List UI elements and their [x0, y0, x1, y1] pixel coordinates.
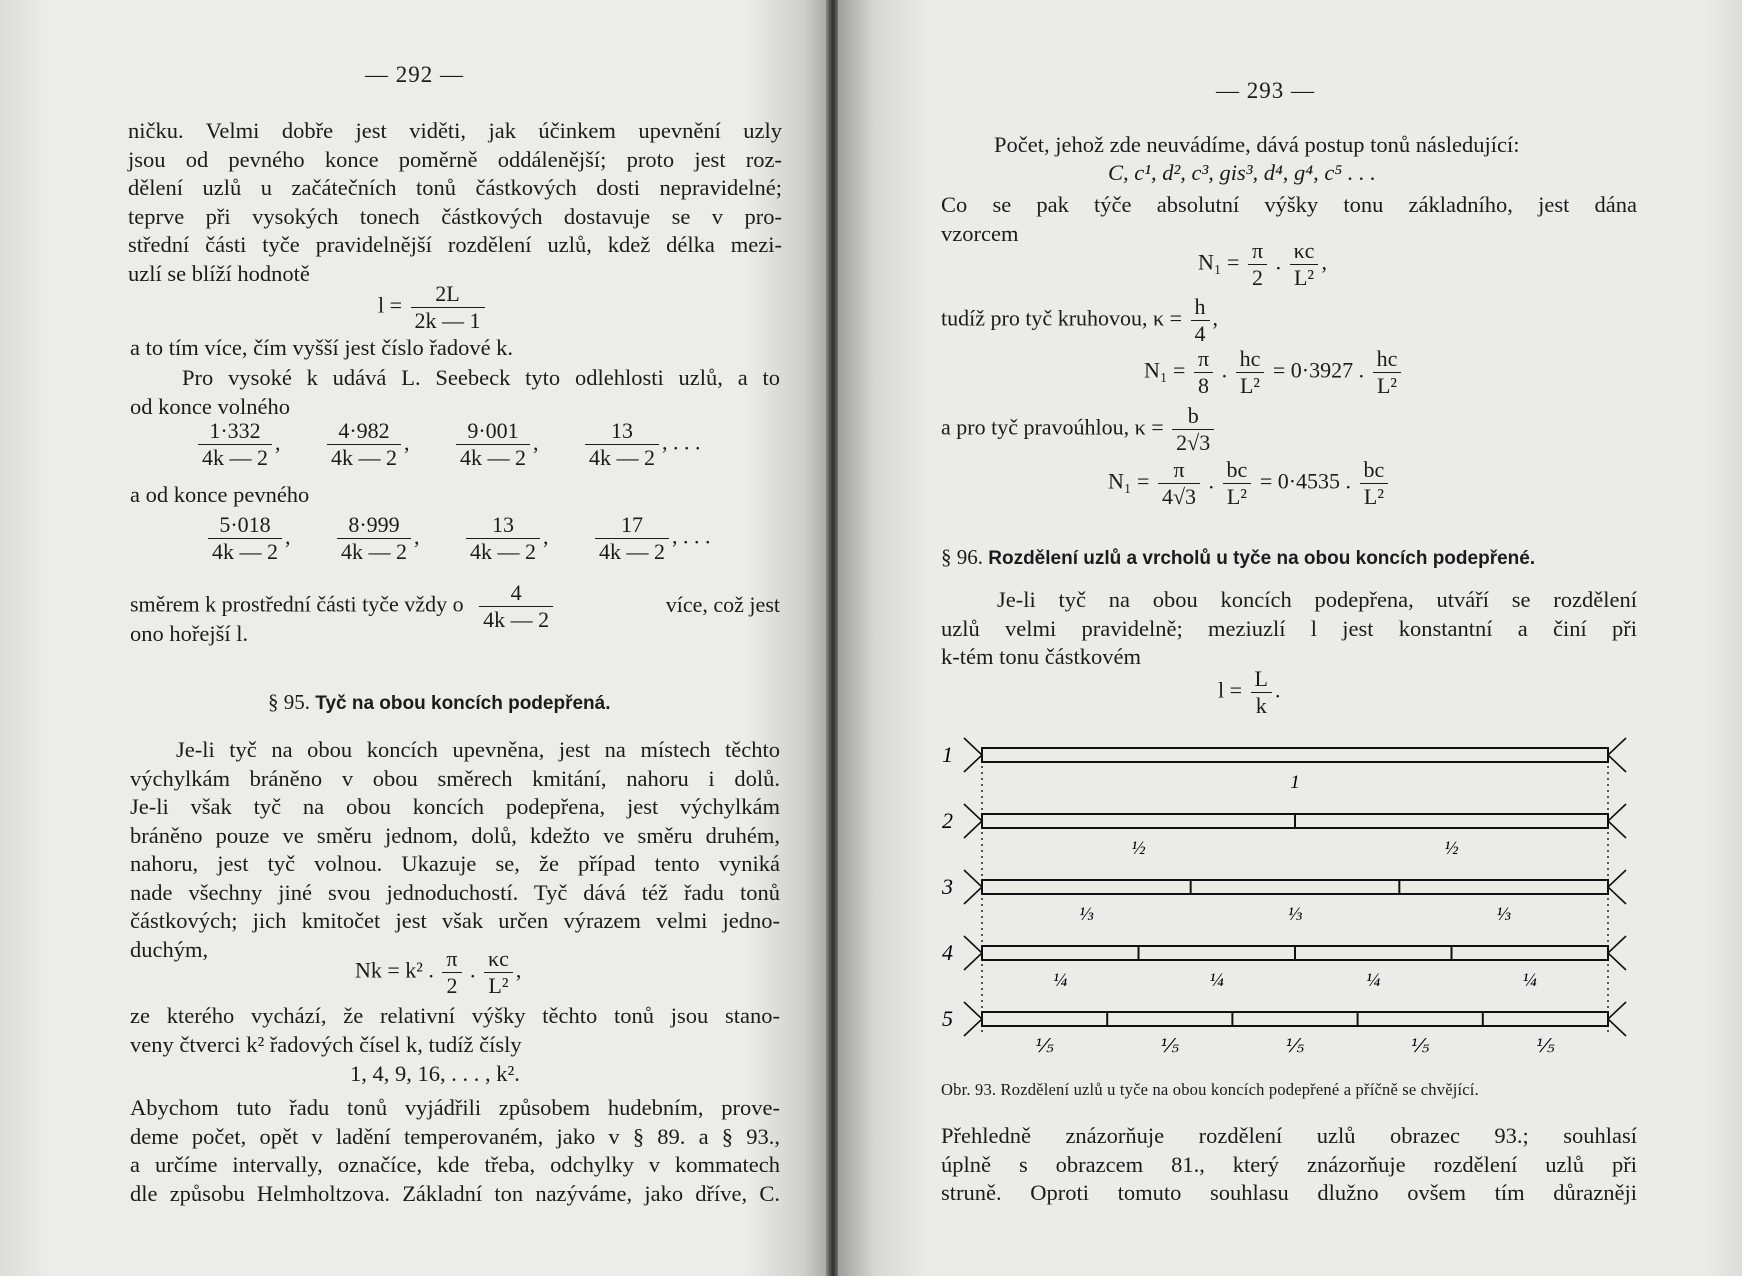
- row-label: 1: [942, 742, 953, 767]
- support-right: [1608, 738, 1626, 772]
- rod-bar: [982, 748, 1608, 762]
- formula-lhs: Nk = k² .: [355, 957, 434, 983]
- segment-fraction: ⅕: [1160, 1036, 1180, 1057]
- rod-bar: [982, 880, 1608, 894]
- text: tudíž pro tyč kruhovou, κ =: [941, 305, 1183, 331]
- denominator: 2: [1252, 265, 1264, 290]
- denominator: L²: [1293, 265, 1315, 290]
- fraction: [1158, 457, 1200, 510]
- paragraph: [130, 364, 780, 421]
- paragraph: ono hořejší l.: [130, 621, 249, 646]
- round-rod-line: tudíž pro tyč kruhovou, κ = $\frac{h}{4}$ ,: [941, 294, 1219, 346]
- fraction: [1360, 457, 1389, 510]
- segment-fraction: ¼: [1522, 970, 1537, 991]
- text-line: duchým,: [130, 936, 209, 962]
- numerator: π: [1194, 346, 1213, 373]
- numerator: 17: [595, 512, 669, 539]
- fraction: [208, 512, 282, 565]
- numerator: bc: [1360, 457, 1389, 484]
- section-number: § 95.: [268, 690, 310, 714]
- denominator: 2k — 1: [414, 308, 481, 333]
- numerator: 4·982: [327, 418, 401, 445]
- text-line: dělení uzlů u začátečních tonů částkových dosti nepravidelné;: [128, 175, 782, 200]
- fraction: [1248, 238, 1267, 291]
- segment-fraction: ⅕: [1035, 1036, 1054, 1057]
- support-right: [1608, 936, 1626, 970]
- paragraph: a to tím více, čím vyšší jest číslo řadové k.: [130, 335, 514, 360]
- text-line: Je-li tyč na obou koncích upevněna, jest na místech těchto: [176, 737, 780, 762]
- left-page: [0, 0, 828, 1276]
- denominator: k: [1255, 693, 1267, 718]
- page-number: — 292 —: [365, 62, 464, 87]
- paragraph: [128, 117, 782, 288]
- fraction: [411, 281, 485, 334]
- fraction: [198, 418, 272, 471]
- denominator: L²: [488, 973, 509, 998]
- fraction: [1290, 238, 1319, 291]
- paragraph: [941, 586, 1637, 672]
- support-left: [964, 936, 982, 970]
- segment-fraction: ⅕: [1410, 1036, 1430, 1057]
- text-line: deme počet, opět v ladění temperovaném, jako v § 89. a § 93.,: [130, 1123, 780, 1149]
- text-line: teprve při vysokých tonech částkových dostavuje se v pro-: [128, 203, 782, 229]
- text-line: veny čtverci k² řadových čísel k, tudíž čísly: [130, 1031, 522, 1057]
- text-line: od konce volného: [130, 393, 290, 419]
- right-page: [838, 0, 1742, 1276]
- segment-fraction: ¼: [1209, 970, 1224, 991]
- formula-value: = 0·4535 .: [1259, 468, 1352, 494]
- text-line: ze kterého vychází, že relativní výšky těchto tonů jsou stano-: [130, 1003, 780, 1028]
- text-line: Co se pak týče absolutní výšky tonu základního, jest dána: [941, 192, 1637, 217]
- fraction: [585, 418, 659, 471]
- text-line: jsou od pevného konce poměrně oddálenější; proto jest roz-: [128, 146, 782, 172]
- node-distribution-figure: [938, 728, 1658, 1063]
- fraction: [1172, 403, 1214, 456]
- text-line: nahoru, jest tyč volnou. Ukazuje se, že případ tento vyniká: [130, 851, 780, 876]
- denominator: 4k — 2: [331, 445, 397, 470]
- support-left: [964, 870, 982, 904]
- fraction: [595, 512, 669, 565]
- numerator: L: [1251, 666, 1272, 693]
- page-number: — 293 —: [1216, 78, 1315, 103]
- formula-nk: [355, 946, 521, 999]
- denominator: 4k — 2: [341, 539, 407, 564]
- numerator: π: [1158, 457, 1200, 484]
- row-label: 2: [942, 808, 953, 833]
- text-line: uzlí se blíží hodnotě: [128, 260, 310, 286]
- formula-lhs: N₁ =: [1144, 357, 1186, 383]
- fraction: [479, 580, 553, 633]
- formula-l: l = $\frac{L}{k}$ .: [1218, 666, 1281, 718]
- text: a pro tyč pravoúhlou, κ =: [941, 414, 1164, 440]
- fraction: [484, 946, 513, 999]
- numerator: b: [1172, 403, 1214, 430]
- section-heading: [268, 690, 611, 715]
- denominator: 4k — 2: [212, 539, 278, 564]
- text: směrem k prostřední části tyče vždy o: [130, 591, 464, 617]
- numerator: 2L: [411, 281, 485, 308]
- paragraph: [130, 736, 780, 964]
- denominator: 2√3: [1176, 430, 1211, 455]
- numerator: κc: [1290, 238, 1319, 265]
- numerator: hc: [1373, 346, 1402, 373]
- segment-fraction: ⅕: [1285, 1036, 1305, 1057]
- formula-n1-rect: N₁ = $\frac{\pi}{4√3}$ . $\frac{bc}{\text{L²}}$ = 0·4535 . $\frac{bc}{\text{L²}}$: [1108, 457, 1391, 510]
- numerator: 13: [585, 418, 659, 445]
- denominator: 4: [1194, 321, 1206, 346]
- support-left: [964, 738, 982, 772]
- text: více, což jest: [665, 592, 780, 617]
- text-line: Je-li však tyč na obou koncích podepřena, jest výchylkám: [130, 794, 780, 819]
- fraction: [1251, 666, 1272, 719]
- fraction: [1191, 294, 1210, 347]
- denominator: 4k — 2: [483, 607, 550, 632]
- text-line: částkových; jich kmitočet jest však určen výrazem velmi jedno-: [130, 908, 780, 933]
- operator: .: [470, 957, 476, 983]
- row-label: 4: [942, 940, 953, 965]
- text-line: uzlů velmi pravidelně; meziuzlí l jest konstantní a činí při: [941, 615, 1637, 641]
- text-line: Přehledně znázorňuje rozdělení uzlů obrazec 93.; souhlasí: [941, 1123, 1637, 1148]
- punctuation: ,: [515, 957, 522, 983]
- fraction: [337, 512, 411, 565]
- text-line: Abychom tuto řadu tonů vyjádřili způsobem hudebním, prove-: [130, 1095, 780, 1120]
- numerator: h: [1191, 294, 1210, 321]
- fraction: [1223, 457, 1252, 510]
- formula-n1-round: N₁ = $\frac{\pi}{8}$ . $\frac{hc}{\text{L²}}$ = 0·3927 . $\frac{hc}{\text{L²}}$: [1144, 346, 1404, 399]
- rect-rod-line: [941, 403, 1217, 456]
- fixed-end-series: $\frac{5\cdot 018}{4k — 2}$ , $\frac{8\cdot 999}{4k — 2}$ , $\frac{13}{4k — 2}$ , $\frac{17}{4k — 2}$ , . . .: [205, 512, 711, 565]
- numerator: 5·018: [208, 512, 282, 539]
- text-line: k-tém tonu částkovém: [941, 644, 1141, 669]
- figure-caption: Obr. 93. Rozdělení uzlů u tyče na obou koncích podepřené a příčně se chvějící.: [941, 1080, 1479, 1099]
- formula-lhs: l =: [378, 292, 403, 318]
- row-label: 3: [942, 874, 953, 899]
- numerator: 4: [479, 580, 553, 607]
- numerator: π: [442, 946, 461, 973]
- fraction: [466, 512, 540, 565]
- denominator: 4√3: [1161, 484, 1197, 509]
- text-line: struně. Oproti tomuto souhlasu dlužno ovšem tím důrazněji: [941, 1180, 1637, 1205]
- text-line: Pro vysoké k udává L. Seebeck tyto odlehlosti uzlů, a to: [182, 365, 780, 390]
- denominator: 8: [1198, 373, 1210, 398]
- denominator: L²: [1239, 373, 1260, 398]
- text-line: bráněno pouze ve směru jednom, dolů, kdežto ve směru druhém,: [130, 822, 780, 848]
- text-line: a určíme intervally, označíce, kde třeba, odchylky v kommatech: [130, 1152, 780, 1177]
- denominator: 2: [446, 973, 458, 998]
- numerator: hc: [1236, 346, 1265, 373]
- fraction: [1373, 346, 1402, 399]
- squares-list: 1, 4, 9, 16, . . . , k².: [350, 1061, 520, 1086]
- support-right: [1608, 1002, 1626, 1036]
- paragraph: [941, 1122, 1637, 1208]
- fraction: [327, 418, 401, 471]
- segment-fraction: ⅓: [1079, 904, 1094, 925]
- tone-sequence: C, c¹, d², c³, gis³, d⁴, g⁴, c⁵ . . .: [1108, 160, 1376, 185]
- denominator: 4k — 2: [599, 539, 665, 564]
- text-line: úplně s obrazcem 81., který znázorňuje rozdělení uzlů při: [941, 1151, 1637, 1177]
- text-line: Je-li tyč na obou koncích podepřena, utváří se rozdělení: [997, 587, 1637, 612]
- segment-fraction: ¼: [1053, 970, 1068, 991]
- support-right: [1608, 870, 1626, 904]
- series-ellipsis: , . . .: [672, 523, 711, 549]
- numerator: π: [1248, 238, 1267, 265]
- numerator: 13: [466, 512, 540, 539]
- segment-fraction: ⅓: [1496, 904, 1511, 925]
- numerator: 8·999: [337, 512, 411, 539]
- support-right: [1608, 804, 1626, 838]
- formula-lhs: N₁ =: [1198, 249, 1240, 275]
- text-line: nade všechny jiné svou jednoduchostí. Tyč dává též řadu tonů: [130, 879, 780, 905]
- formula-lhs: N₁ =: [1108, 468, 1150, 494]
- text-line: vzorcem: [941, 220, 1019, 246]
- denominator: 4k — 2: [460, 445, 526, 470]
- denominator: 4k — 2: [202, 445, 268, 470]
- segment-fraction: ½: [1444, 838, 1459, 859]
- numerator: 9·001: [456, 418, 530, 445]
- fraction: [1194, 346, 1213, 399]
- fraction: [442, 946, 461, 999]
- segment-fraction: ⅕: [1536, 1036, 1555, 1057]
- denominator: L²: [1226, 484, 1247, 509]
- numerator: bc: [1223, 457, 1252, 484]
- formula-l: [378, 281, 488, 334]
- support-left: [964, 1002, 982, 1036]
- segment-fraction: ½: [1131, 838, 1146, 859]
- section-heading: [941, 545, 1535, 570]
- denominator: 4k — 2: [589, 445, 655, 470]
- paragraph: a od konce pevného: [130, 482, 310, 507]
- segment-fraction: 1: [1290, 772, 1300, 793]
- text-line: ničku. Velmi dobře jest viděti, jak účinkem upevnění uzly: [128, 118, 782, 143]
- segment-fraction: ¼: [1366, 970, 1381, 991]
- text-line: dle způsobu Helmholtzova. Základní ton nazýváme, jako dříve, C.: [130, 1180, 780, 1206]
- numerator: 1·332: [198, 418, 272, 445]
- rod-bar: [982, 1012, 1608, 1026]
- numerator: κc: [484, 946, 513, 973]
- section-title: Rozdělení uzlů a vrcholů u tyče na obou koncích podepřené.: [988, 548, 1536, 569]
- punctuation: ,: [1321, 249, 1327, 275]
- support-left: [964, 804, 982, 838]
- text-line: střední části tyče pravidelnější rozdělení uzlů, kdež délka mezi-: [128, 232, 782, 257]
- formula-value: = 0·3927 .: [1272, 357, 1365, 383]
- section-number: § 96.: [941, 545, 983, 569]
- series-ellipsis: , . . .: [662, 429, 701, 455]
- paragraph: [130, 1094, 780, 1208]
- paragraph: Počet, jehož zde neuvádíme, dává postup tonů následující:: [994, 132, 1520, 157]
- denominator: 4k — 2: [470, 539, 536, 564]
- fraction: [1236, 346, 1265, 399]
- segment-fraction: ⅓: [1287, 904, 1303, 925]
- paragraph: [130, 1002, 780, 1059]
- section-title: Tyč na obou koncích podepřená.: [315, 693, 611, 714]
- denominator: L²: [1363, 484, 1384, 509]
- text-line: výchylkám bráněno v obou směrech kmitání, nahoru i dolů.: [130, 765, 780, 791]
- denominator: L²: [1376, 373, 1397, 398]
- fraction: [456, 418, 530, 471]
- formula-lhs: l =: [1218, 677, 1243, 703]
- free-end-series: $\frac{1\cdot 332}{4k — 2}$ , $\frac{4\cdot 982}{4k — 2}$ , $\frac{9\cdot 001}{4k — 2}$ , $\frac{13}{4k — 2}$ , . . .: [195, 418, 701, 471]
- formula-n1: N₁ = $\frac{\pi}{2}$ . $\frac{\kappa c}{\text{L²}}$ ,: [1198, 238, 1327, 290]
- row-label: 5: [942, 1006, 953, 1031]
